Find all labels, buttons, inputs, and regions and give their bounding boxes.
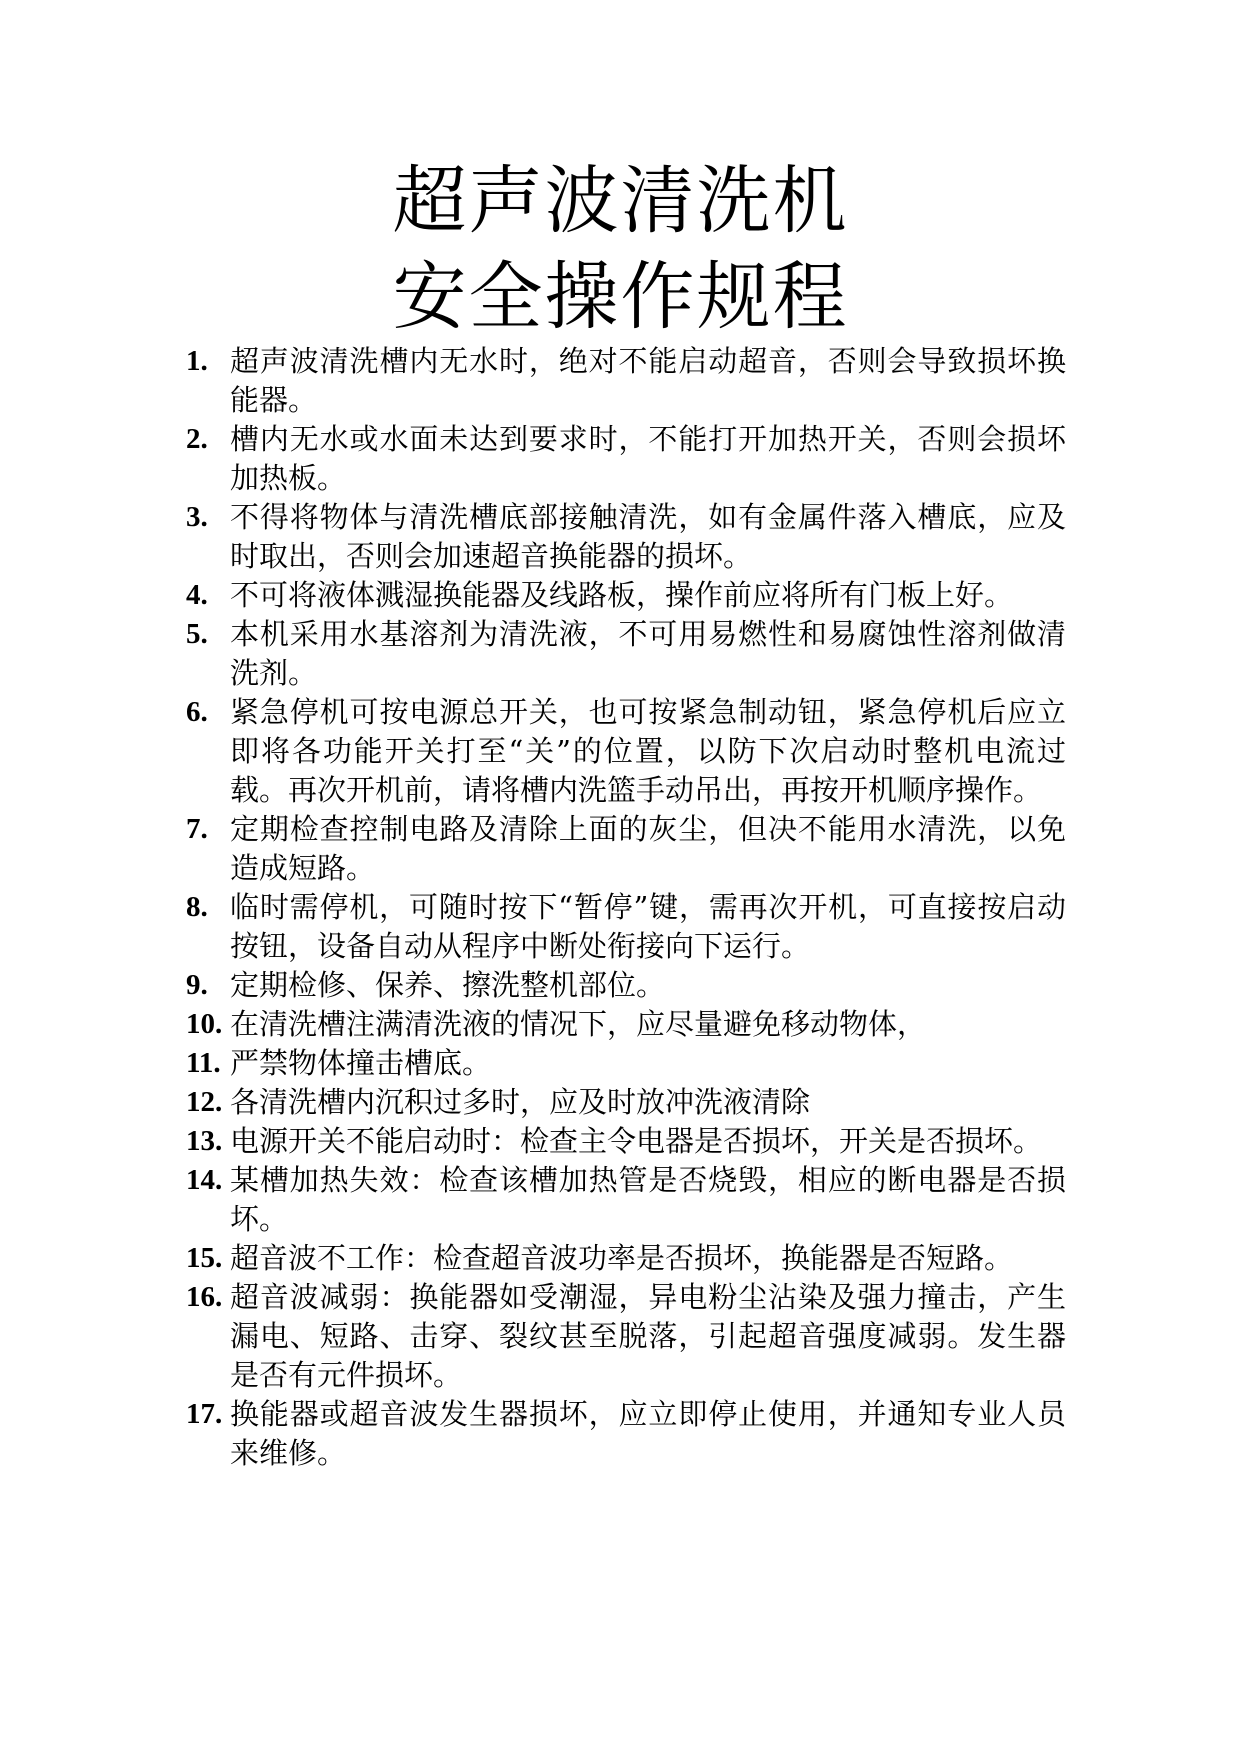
rule-number: 2. xyxy=(186,423,208,455)
rule-text: 定期检修、保养、擦洗整机部位。 xyxy=(230,968,666,1002)
rule-number: 16. xyxy=(186,1281,223,1313)
rule-item-3 xyxy=(186,498,1066,576)
rule-text: 某槽加热失效：检查该槽加热管是否烧毁，相应的断电器是否损坏。 xyxy=(230,1163,1066,1236)
rule-number: 3. xyxy=(186,501,208,533)
rule-item-1 xyxy=(186,342,1066,420)
rule-item-17 xyxy=(186,1395,1066,1473)
rule-text: 本机采用水基溶剂为清洗液，不可用易燃性和易腐蚀性溶剂做清洗剂。 xyxy=(230,617,1066,690)
rule-number: 5. xyxy=(186,618,208,650)
rule-text: 定期检查控制电路及清除上面的灰尘，但决不能用水清洗，以免造成短路。 xyxy=(230,812,1066,885)
rule-number: 1. xyxy=(186,345,208,377)
rule-number: 10. xyxy=(186,1008,223,1040)
rule-item-15 xyxy=(186,1239,1066,1278)
rule-text: 不可将液体溅湿换能器及线路板，操作前应将所有门板上好。 xyxy=(230,578,1014,612)
rule-item-8 xyxy=(186,888,1066,966)
rule-number: 17. xyxy=(186,1398,223,1430)
rule-number: 13. xyxy=(186,1125,223,1157)
rule-number: 14. xyxy=(186,1164,223,1196)
rule-item-4 xyxy=(186,576,1066,615)
rule-text: 换能器或超音波发生器损坏，应立即停止使用，并通知专业人员来维修。 xyxy=(230,1397,1066,1470)
document-title-line-1: 超声波清洗机 xyxy=(392,158,849,244)
rule-item-10 xyxy=(186,1005,1066,1044)
rule-number: 7. xyxy=(186,813,208,845)
rule-number: 15. xyxy=(186,1242,223,1274)
document-title-line-2: 安全操作规程 xyxy=(392,254,849,340)
rule-text: 紧急停机可按电源总开关，也可按紧急制动钮，紧急停机后应立即将各功能开关打至“关”的位置，以防下次启动时整机电流过载。再次开机前，请将槽内洗篮手动吊出，再按开机顺序操作。 xyxy=(230,695,1066,807)
rule-item-16 xyxy=(186,1278,1066,1395)
rule-number: 4. xyxy=(186,579,208,611)
rule-item-7 xyxy=(186,810,1066,888)
rule-text: 电源开关不能启动时：检查主令电器是否损坏，开关是否损坏。 xyxy=(230,1124,1043,1158)
rule-text: 在清洗槽注满清洗液的情况下，应尽量避免移动物体， xyxy=(230,1007,927,1041)
rule-number: 8. xyxy=(186,891,208,923)
rule-text: 超音波不工作：检查超音波功率是否损坏，换能器是否短路。 xyxy=(230,1241,1014,1275)
rule-text: 超音波减弱：换能器如受潮湿，异电粉尘沾染及强力撞击，产生漏电、短路、击穿、裂纹甚至脱落，引起超音强度减弱。发生器是否有元件损坏。 xyxy=(230,1280,1066,1392)
rule-item-2 xyxy=(186,420,1066,498)
rule-text: 不得将物体与清洗槽底部接触清洗，如有金属件落入槽底，应及时取出，否则会加速超音换能器的损坏。 xyxy=(230,500,1066,573)
rule-number: 11. xyxy=(186,1047,221,1079)
rule-item-5 xyxy=(186,615,1066,693)
rule-item-13 xyxy=(186,1122,1066,1161)
rule-text: 超声波清洗槽内无水时，绝对不能启动超音，否则会导致损坏换能器。 xyxy=(230,344,1066,417)
rule-text: 严禁物体撞击槽底。 xyxy=(230,1046,492,1080)
rule-item-12 xyxy=(186,1083,1066,1122)
rule-text: 临时需停机，可随时按下“暂停”键，需再次开机，可直接按启动按钮，设备自动从程序中断处衔接向下运行。 xyxy=(230,890,1066,963)
rule-number: 9. xyxy=(186,969,208,1001)
rule-number: 6. xyxy=(186,696,208,728)
rule-item-6 xyxy=(186,693,1066,810)
rule-item-14 xyxy=(186,1161,1066,1239)
rule-text: 各清洗槽内沉积过多时，应及时放冲洗液清除 xyxy=(230,1085,811,1119)
rule-number: 12. xyxy=(186,1086,223,1118)
rule-item-9 xyxy=(186,966,1066,1005)
rule-item-11 xyxy=(186,1044,1066,1083)
rules-list xyxy=(186,342,1066,1473)
rule-text: 槽内无水或水面未达到要求时，不能打开加热开关，否则会损坏加热板。 xyxy=(230,422,1066,495)
